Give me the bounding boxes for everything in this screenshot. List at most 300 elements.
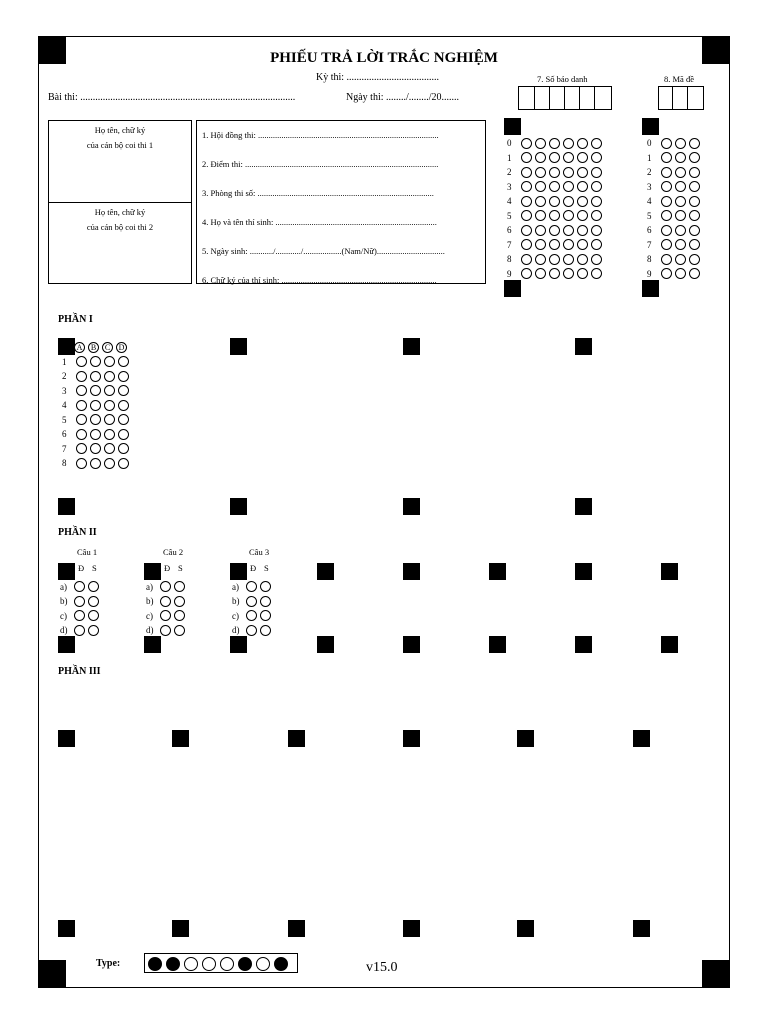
timing-mark <box>58 498 75 515</box>
answer-bubble[interactable] <box>118 443 129 454</box>
info-signature: 6. Chữ ký của thí sinh: ......................................................................... <box>202 275 437 285</box>
digit-label: 2 <box>507 167 512 178</box>
answer-bubble[interactable] <box>104 385 115 396</box>
answer-bubble[interactable] <box>549 196 560 207</box>
answer-bubble[interactable] <box>104 443 115 454</box>
digit-label: 4 <box>647 196 652 207</box>
answer-bubble[interactable] <box>577 152 588 163</box>
timing-mark <box>517 920 534 937</box>
answer-bubble[interactable] <box>577 254 588 265</box>
answer-bubble[interactable] <box>563 239 574 250</box>
answer-bubble[interactable] <box>689 225 700 236</box>
answer-bubble[interactable] <box>535 152 546 163</box>
type-bubble-filled <box>238 957 252 971</box>
answer-bubble[interactable] <box>661 239 672 250</box>
answer-bubble[interactable] <box>535 239 546 250</box>
answer-bubble[interactable] <box>675 225 686 236</box>
type-bubble-empty <box>220 957 234 971</box>
question-row <box>62 440 132 455</box>
answer-bubble[interactable] <box>661 196 672 207</box>
digit-row <box>507 250 605 265</box>
answer-bubble[interactable] <box>661 210 672 221</box>
answer-bubble[interactable] <box>118 458 129 469</box>
test-code-bubble-grid <box>647 134 703 279</box>
digit-row <box>647 163 703 178</box>
answer-bubble[interactable] <box>661 181 672 192</box>
digit-row <box>507 149 605 164</box>
digit-row <box>507 221 605 236</box>
answer-bubble[interactable] <box>689 210 700 221</box>
true-bubble[interactable] <box>74 610 85 621</box>
answer-bubble[interactable] <box>76 371 87 382</box>
answer-bubble[interactable] <box>591 268 602 279</box>
timing-mark <box>230 636 247 653</box>
question-number: 1 <box>62 356 67 367</box>
statement-label: d) <box>146 625 154 636</box>
type-bubble-empty <box>184 957 198 971</box>
answer-bubble[interactable] <box>104 429 115 440</box>
false-bubble[interactable] <box>260 610 271 621</box>
false-bubble[interactable] <box>260 581 271 592</box>
answer-bubble[interactable] <box>689 268 700 279</box>
timing-mark <box>575 498 592 515</box>
supervisor-2-label-2: của cán bộ coi thi 2 <box>86 222 154 232</box>
timing-mark <box>317 636 334 653</box>
question-number: 5 <box>62 414 67 425</box>
answer-bubble[interactable] <box>521 210 532 221</box>
timing-mark <box>575 563 592 580</box>
type-bubble-filled <box>274 957 288 971</box>
answer-bubble[interactable] <box>521 239 532 250</box>
answer-bubble[interactable] <box>104 371 115 382</box>
statement-label: d) <box>60 625 68 636</box>
answer-bubble[interactable] <box>689 181 700 192</box>
answer-bubble[interactable] <box>535 254 546 265</box>
answer-bubble[interactable] <box>549 254 560 265</box>
digit-label: 9 <box>507 268 512 279</box>
false-bubble[interactable] <box>174 581 185 592</box>
statement-row <box>232 578 274 593</box>
supervisor-1-label-2: của cán bộ coi thi 1 <box>86 140 154 150</box>
answer-bubble[interactable] <box>521 152 532 163</box>
statement-label: a) <box>60 581 67 592</box>
answer-bubble[interactable] <box>577 181 588 192</box>
answer-bubble[interactable] <box>76 400 87 411</box>
statement-label: a) <box>232 581 239 592</box>
answer-bubble[interactable] <box>549 268 560 279</box>
timing-mark <box>58 636 75 653</box>
supervisor-1-label: Họ tên, chữ ký <box>94 125 146 135</box>
answer-bubble[interactable] <box>689 239 700 250</box>
digit-label: 7 <box>507 239 512 250</box>
answer-bubble[interactable] <box>118 414 129 425</box>
statement-row <box>146 607 188 622</box>
digit-row <box>507 134 605 149</box>
option-label-c: C <box>102 342 113 353</box>
answer-bubble[interactable] <box>591 210 602 221</box>
exam-name-field: Kỳ thi: ..................................... <box>316 72 440 83</box>
answer-bubble[interactable] <box>76 443 87 454</box>
answer-bubble[interactable] <box>90 458 101 469</box>
true-bubble[interactable] <box>74 596 85 607</box>
answer-bubble[interactable] <box>104 458 115 469</box>
digit-label: 8 <box>647 254 652 265</box>
digit-label: 5 <box>647 210 652 221</box>
test-code-write-cells <box>658 86 704 110</box>
answer-bubble[interactable] <box>689 254 700 265</box>
true-label: Đ <box>78 563 85 573</box>
digit-row <box>647 207 703 222</box>
true-bubble[interactable] <box>74 581 85 592</box>
candidate-info-box <box>196 120 486 284</box>
answer-bubble[interactable] <box>675 239 686 250</box>
timing-mark <box>230 498 247 515</box>
answer-bubble[interactable] <box>535 181 546 192</box>
info-birth-date: 5. Ngày sinh: .........../............/..................(Nam/Nữ)................................ <box>202 246 445 256</box>
answer-bubble[interactable] <box>76 385 87 396</box>
answer-bubble[interactable] <box>591 239 602 250</box>
answer-bubble[interactable] <box>661 268 672 279</box>
answer-bubble[interactable] <box>76 429 87 440</box>
corner-marker-bottom-right <box>702 960 730 988</box>
answer-bubble[interactable] <box>90 429 101 440</box>
digit-label: 1 <box>507 152 512 163</box>
timing-mark <box>642 280 659 297</box>
statement-label: d) <box>232 625 240 636</box>
answer-bubble[interactable] <box>661 152 672 163</box>
answer-bubble[interactable] <box>675 254 686 265</box>
answer-bubble[interactable] <box>689 138 700 149</box>
question-row <box>62 454 132 469</box>
answer-bubble[interactable] <box>675 181 686 192</box>
answer-bubble[interactable] <box>535 167 546 178</box>
answer-bubble[interactable] <box>90 371 101 382</box>
digit-label: 0 <box>647 138 652 149</box>
answer-bubble[interactable] <box>76 414 87 425</box>
timing-mark <box>575 338 592 355</box>
option-label-a: A <box>74 342 85 353</box>
answer-bubble[interactable] <box>549 210 560 221</box>
answer-bubble[interactable] <box>521 268 532 279</box>
part-3-title: PHẦN III <box>58 666 101 677</box>
true-bubble[interactable] <box>246 625 257 636</box>
true-false-header <box>60 563 102 578</box>
statement-row <box>60 607 102 622</box>
question-row <box>62 367 132 382</box>
answer-bubble[interactable] <box>535 196 546 207</box>
answer-bubble[interactable] <box>549 138 560 149</box>
false-bubble[interactable] <box>88 596 99 607</box>
timing-mark <box>144 636 161 653</box>
timing-mark <box>317 563 334 580</box>
digit-label: 8 <box>507 254 512 265</box>
statement-row <box>146 621 188 636</box>
digit-label: 3 <box>647 181 652 192</box>
digit-row <box>647 265 703 280</box>
digit-row <box>647 250 703 265</box>
answer-bubble[interactable] <box>689 196 700 207</box>
true-bubble[interactable] <box>246 581 257 592</box>
sbd-write-cells <box>518 86 612 110</box>
digit-label: 9 <box>647 268 652 279</box>
digit-row <box>647 149 703 164</box>
answer-bubble[interactable] <box>591 152 602 163</box>
type-label: Type: <box>96 958 121 969</box>
answer-bubble[interactable] <box>549 152 560 163</box>
false-label: S <box>178 563 183 573</box>
timing-mark <box>403 563 420 580</box>
sbd-label: 7. Số báo danh <box>537 74 588 84</box>
timing-mark <box>403 920 420 937</box>
answer-bubble[interactable] <box>549 181 560 192</box>
digit-row <box>647 236 703 251</box>
answer-bubble[interactable] <box>661 138 672 149</box>
false-bubble[interactable] <box>88 610 99 621</box>
part-2-title: PHẦN II <box>58 527 97 538</box>
answer-bubble[interactable] <box>118 400 129 411</box>
part-1-answer-grid <box>62 338 132 469</box>
subject-field: Bài thi: ...................................................................................... <box>48 92 296 103</box>
answer-bubble[interactable] <box>577 239 588 250</box>
digit-label: 1 <box>647 152 652 163</box>
digit-label: 3 <box>507 181 512 192</box>
true-label: Đ <box>164 563 171 573</box>
type-code-box <box>144 953 298 973</box>
digit-row <box>647 178 703 193</box>
answer-bubble[interactable] <box>577 196 588 207</box>
true-bubble[interactable] <box>160 596 171 607</box>
answer-bubble[interactable] <box>689 167 700 178</box>
part-2-question-2-label: Câu 2 <box>163 547 184 557</box>
sbd-bubble-grid <box>507 134 605 279</box>
timing-mark <box>403 636 420 653</box>
answer-bubble[interactable] <box>563 225 574 236</box>
false-label: S <box>264 563 269 573</box>
timing-mark <box>517 730 534 747</box>
answer-bubble[interactable] <box>104 414 115 425</box>
answer-bubble[interactable] <box>521 225 532 236</box>
answer-bubble[interactable] <box>563 268 574 279</box>
answer-bubble[interactable] <box>521 181 532 192</box>
answer-bubble[interactable] <box>661 254 672 265</box>
question-number: 6 <box>62 429 67 440</box>
timing-mark <box>172 730 189 747</box>
answer-bubble[interactable] <box>104 400 115 411</box>
statement-label: b) <box>232 596 240 607</box>
true-bubble[interactable] <box>74 625 85 636</box>
answer-bubble[interactable] <box>563 196 574 207</box>
question-row <box>62 396 132 411</box>
timing-mark <box>230 338 247 355</box>
timing-mark <box>489 563 506 580</box>
digit-label: 5 <box>507 210 512 221</box>
option-header-row <box>62 338 132 353</box>
digit-row <box>647 221 703 236</box>
exam-date-field: Ngày thi: ......../......../20....... <box>346 92 460 103</box>
false-bubble[interactable] <box>88 581 99 592</box>
answer-bubble[interactable] <box>689 152 700 163</box>
timing-mark <box>633 730 650 747</box>
answer-bubble[interactable] <box>76 356 87 367</box>
true-false-header <box>146 563 188 578</box>
digit-row <box>647 192 703 207</box>
false-bubble[interactable] <box>174 610 185 621</box>
part-2-question-3-grid <box>232 563 274 636</box>
timing-mark <box>288 920 305 937</box>
true-bubble[interactable] <box>160 581 171 592</box>
false-bubble[interactable] <box>88 625 99 636</box>
statement-row <box>60 621 102 636</box>
answer-bubble[interactable] <box>90 414 101 425</box>
answer-bubble[interactable] <box>675 152 686 163</box>
answer-bubble[interactable] <box>90 385 101 396</box>
answer-bubble[interactable] <box>661 225 672 236</box>
statement-label: c) <box>146 610 153 621</box>
type-bubble-filled <box>166 957 180 971</box>
timing-mark <box>661 563 678 580</box>
answer-bubble[interactable] <box>535 210 546 221</box>
digit-label: 6 <box>647 225 652 236</box>
answer-bubble[interactable] <box>549 225 560 236</box>
answer-bubble[interactable] <box>76 458 87 469</box>
digit-row <box>507 178 605 193</box>
question-number: 7 <box>62 443 67 454</box>
false-bubble[interactable] <box>260 625 271 636</box>
timing-mark <box>504 118 521 135</box>
question-row <box>62 382 132 397</box>
sheet-title: PHIẾU TRẢ LỜI TRẮC NGHIỆM <box>270 50 498 66</box>
timing-mark <box>403 730 420 747</box>
statement-row <box>146 578 188 593</box>
question-number: 8 <box>62 458 67 469</box>
false-bubble[interactable] <box>174 596 185 607</box>
answer-bubble[interactable] <box>577 268 588 279</box>
corner-marker-bottom-left <box>38 960 66 988</box>
statement-label: c) <box>60 610 67 621</box>
digit-row <box>507 265 605 280</box>
option-label-b: B <box>88 342 99 353</box>
statement-row <box>60 592 102 607</box>
answer-bubble[interactable] <box>563 152 574 163</box>
digit-row <box>507 207 605 222</box>
answer-bubble[interactable] <box>549 239 560 250</box>
info-candidate-name: 4. Họ và tên thí sinh: ............................................................................ <box>202 217 437 227</box>
statement-label: b) <box>60 596 68 607</box>
timing-mark <box>58 920 75 937</box>
answer-bubble[interactable] <box>521 196 532 207</box>
version-label: v15.0 <box>366 960 398 975</box>
answer-bubble[interactable] <box>591 167 602 178</box>
answer-bubble[interactable] <box>563 210 574 221</box>
answer-bubble[interactable] <box>104 356 115 367</box>
answer-bubble[interactable] <box>675 268 686 279</box>
answer-bubble[interactable] <box>563 138 574 149</box>
true-bubble[interactable] <box>160 610 171 621</box>
answer-bubble[interactable] <box>535 138 546 149</box>
answer-bubble[interactable] <box>675 210 686 221</box>
digit-label: 6 <box>507 225 512 236</box>
timing-mark <box>58 730 75 747</box>
timing-mark <box>633 920 650 937</box>
answer-bubble[interactable] <box>118 371 129 382</box>
answer-bubble[interactable] <box>577 210 588 221</box>
timing-mark <box>172 920 189 937</box>
true-bubble[interactable] <box>246 610 257 621</box>
answer-bubble[interactable] <box>521 138 532 149</box>
question-number: 2 <box>62 371 67 382</box>
true-label: Đ <box>250 563 257 573</box>
false-bubble[interactable] <box>174 625 185 636</box>
digit-row <box>507 236 605 251</box>
answer-bubble[interactable] <box>661 167 672 178</box>
answer-bubble[interactable] <box>118 356 129 367</box>
statement-row <box>146 592 188 607</box>
answer-bubble[interactable] <box>591 181 602 192</box>
answer-bubble[interactable] <box>90 400 101 411</box>
answer-bubble[interactable] <box>675 167 686 178</box>
true-bubble[interactable] <box>160 625 171 636</box>
type-bubble-filled <box>148 957 162 971</box>
question-number: 4 <box>62 400 67 411</box>
question-row <box>62 425 132 440</box>
answer-bubble[interactable] <box>577 138 588 149</box>
timing-mark <box>661 636 678 653</box>
answer-bubble[interactable] <box>577 167 588 178</box>
answer-bubble[interactable] <box>577 225 588 236</box>
answer-bubble[interactable] <box>90 443 101 454</box>
false-bubble[interactable] <box>260 596 271 607</box>
test-code-label: 8. Mã đề <box>664 74 694 84</box>
answer-bubble[interactable] <box>591 225 602 236</box>
answer-bubble[interactable] <box>90 356 101 367</box>
answer-bubble[interactable] <box>549 167 560 178</box>
digit-row <box>647 134 703 149</box>
answer-bubble[interactable] <box>591 196 602 207</box>
statement-row <box>60 578 102 593</box>
timing-mark <box>403 498 420 515</box>
true-bubble[interactable] <box>246 596 257 607</box>
part-2-question-3-label: Câu 3 <box>249 547 270 557</box>
type-bubble-empty <box>256 957 270 971</box>
answer-bubble[interactable] <box>535 268 546 279</box>
part-2-question-1-grid <box>60 563 102 636</box>
statement-row <box>232 592 274 607</box>
answer-bubble[interactable] <box>563 254 574 265</box>
answer-bubble[interactable] <box>591 254 602 265</box>
digit-row <box>507 192 605 207</box>
digit-label: 7 <box>647 239 652 250</box>
answer-bubble[interactable] <box>563 167 574 178</box>
answer-bubble[interactable] <box>118 385 129 396</box>
answer-bubble[interactable] <box>563 181 574 192</box>
answer-bubble[interactable] <box>521 167 532 178</box>
question-number: 3 <box>62 385 67 396</box>
answer-bubble[interactable] <box>675 138 686 149</box>
answer-bubble[interactable] <box>535 225 546 236</box>
answer-bubble[interactable] <box>675 196 686 207</box>
answer-bubble[interactable] <box>118 429 129 440</box>
answer-bubble[interactable] <box>591 138 602 149</box>
supervisor-divider <box>48 202 192 203</box>
answer-bubble[interactable] <box>521 254 532 265</box>
supervisor-2-label: Họ tên, chữ ký <box>94 207 146 217</box>
timing-mark <box>288 730 305 747</box>
info-exam-site: 2. Điểm thi: ........................................................................................... <box>202 159 439 169</box>
digit-label: 0 <box>507 138 512 149</box>
timing-mark <box>575 636 592 653</box>
statement-row <box>232 607 274 622</box>
info-room: 3. Phòng thi số: ................................................................................... <box>202 188 434 198</box>
